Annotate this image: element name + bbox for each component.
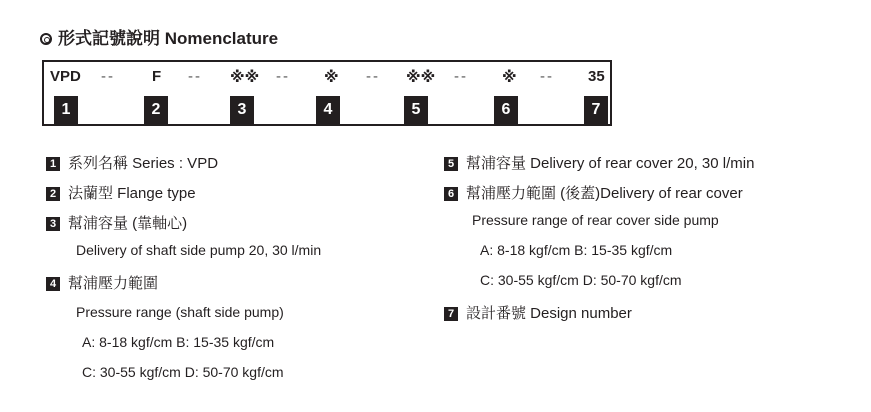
code-rear-pressure: ※ — [502, 69, 517, 86]
title-text: 形式記號說明 Nomenclature — [58, 29, 279, 48]
position-badge: 6 — [494, 96, 518, 124]
item-number-badge: 4 — [46, 277, 60, 291]
list-item — [444, 182, 743, 203]
item-text: 幫浦壓力範圍 (後蓋)Delivery of rear cover — [466, 185, 743, 202]
list-item — [444, 152, 754, 173]
code-separator: -- — [366, 68, 380, 85]
list-item — [46, 272, 158, 293]
list-item — [46, 152, 218, 173]
position-badge: 5 — [404, 96, 428, 124]
pressure-title: Pressure range (shaft side pump) — [76, 304, 284, 320]
pressure-range-cd: C: 30-55 kgf/cm D: 50-70 kgf/cm — [480, 272, 682, 288]
code-separator: -- — [276, 68, 290, 85]
code-separator: -- — [101, 68, 115, 85]
position-badge: 3 — [230, 96, 254, 124]
page-title — [40, 24, 278, 49]
code-design-number: 35 — [588, 68, 605, 85]
code-front-delivery: ※※ — [230, 69, 260, 86]
item-number-badge: 5 — [444, 157, 458, 171]
list-item — [46, 182, 196, 203]
item-text: 法蘭型 Flange type — [68, 185, 196, 202]
pressure-title: Pressure range of rear cover side pump — [472, 212, 719, 228]
double-circle-icon — [40, 33, 52, 45]
position-badge: 4 — [316, 96, 340, 124]
code-separator: -- — [188, 68, 202, 85]
item-text: 設計番號 Design number — [466, 305, 632, 322]
code-series: VPD — [50, 68, 81, 85]
code-flange: F — [152, 68, 162, 85]
code-rear-delivery: ※※ — [406, 69, 436, 86]
pressure-range-ab: A: 8-18 kgf/cm B: 15-35 kgf/cm — [82, 334, 275, 350]
item-number-badge: 1 — [46, 157, 60, 171]
code-separator: -- — [540, 68, 554, 85]
position-number-row — [44, 96, 610, 124]
model-code-table — [42, 60, 612, 126]
delivery-detail: Delivery of shaft side pump 20, 30 l/min — [76, 242, 322, 258]
item-number-badge: 7 — [444, 307, 458, 321]
pressure-range-ab: A: 8-18 kgf/cm B: 15-35 kgf/cm — [480, 242, 673, 258]
item-text: 幫浦壓力範圍 — [68, 275, 159, 292]
item-text: 幫浦容量 Delivery of rear cover 20, 30 l/min — [466, 155, 755, 172]
item-number-badge: 2 — [46, 187, 60, 201]
code-front-pressure: ※ — [324, 69, 339, 86]
position-badge: 2 — [144, 96, 168, 124]
model-code-row — [44, 68, 610, 90]
list-item — [444, 302, 632, 323]
list-item — [46, 212, 187, 233]
position-badge: 7 — [584, 96, 608, 124]
item-text: 幫浦容量 (靠軸心) — [68, 215, 188, 232]
code-separator: -- — [454, 68, 468, 85]
item-text: 系列名稱 Series : VPD — [68, 155, 219, 172]
item-number-badge: 3 — [46, 217, 60, 231]
item-number-badge: 6 — [444, 187, 458, 201]
pressure-range-cd: C: 30-55 kgf/cm D: 50-70 kgf/cm — [82, 364, 284, 380]
position-badge: 1 — [54, 96, 78, 124]
